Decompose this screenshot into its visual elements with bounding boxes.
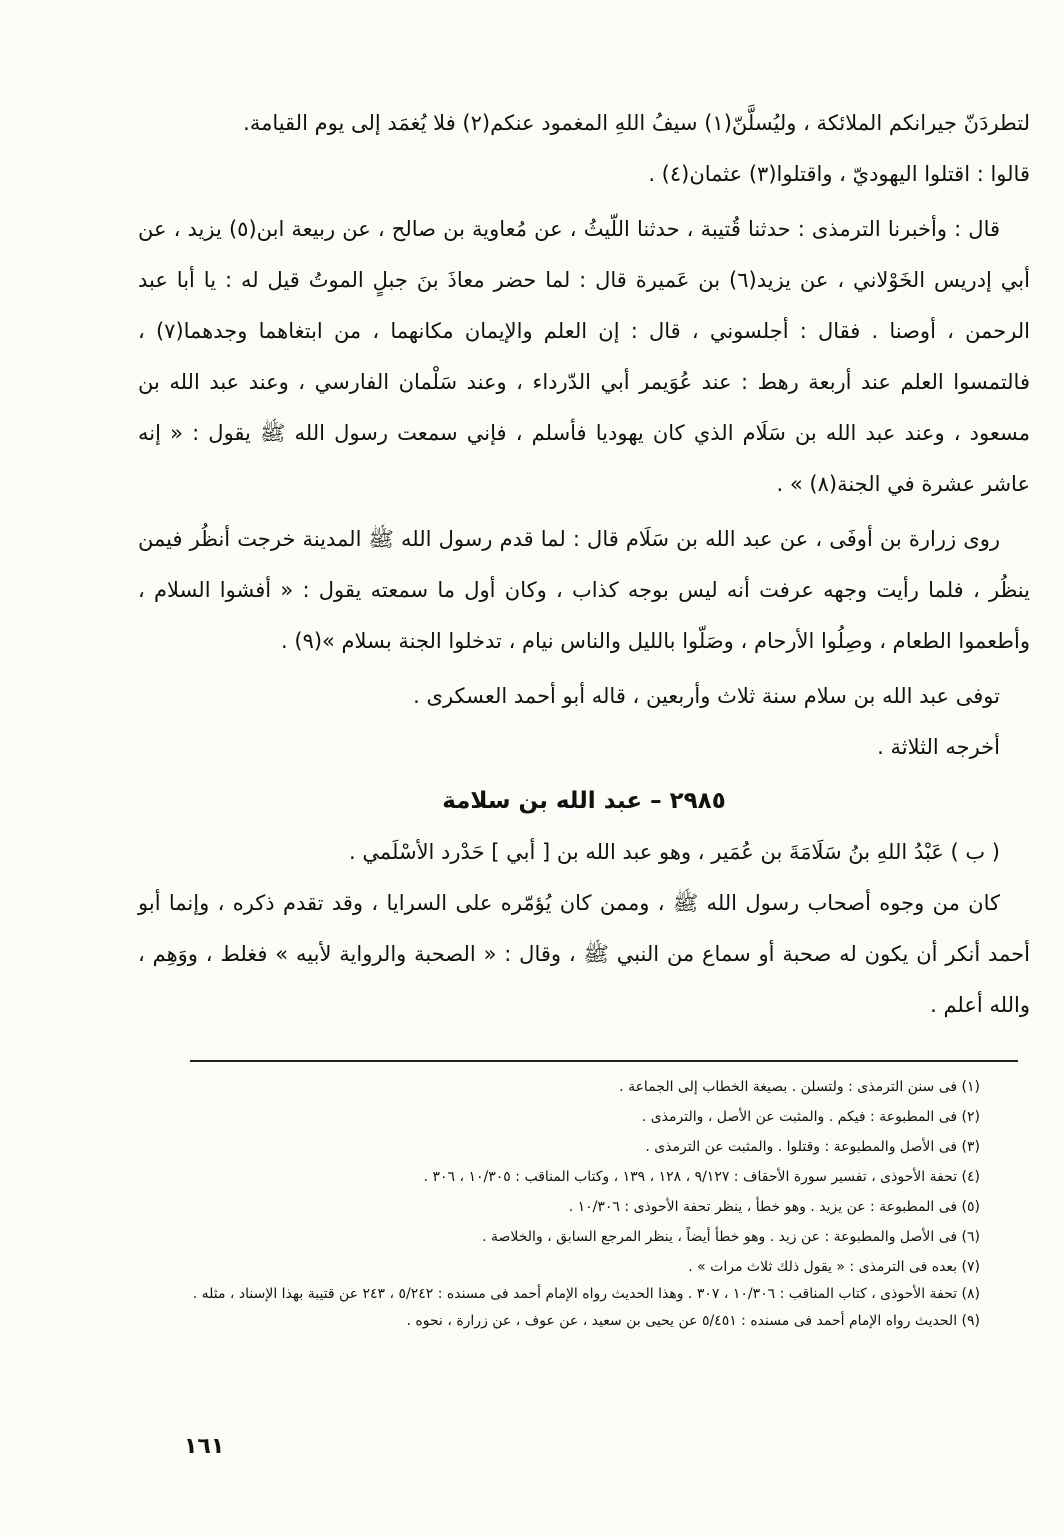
footnote-7: (٧) بعده فى الترمذى : « يقول ذلك ثلاث مرات » . — [688, 1259, 980, 1275]
footnote-9: (٩) الحديث رواه الإمام أحمد فى مسنده : ٥/٤٥١ عن يحيى بن سعيد ، عن عوف ، عن زرارة ، نحوه . — [406, 1313, 980, 1329]
paragraph-6: أخرجه الثلاثة . — [877, 735, 1000, 759]
main-text — [138, 98, 1030, 1031]
paragraph-8: كان من وجوه أصحاب رسول الله ﷺ ، وممن كان يُؤمّره على السرايا ، وقد تقدم ذكره ، وإنما أبو أحمد أنكر أن يكون له صحبة أو سماع من النبي ﷺ ، وقال : « الصحبة والرواية لأبيه » فغلط ، ووَهِم ، والله أعلم . — [138, 891, 1030, 1017]
footnote-8: (٨) تحفة الأحوذى ، كتاب المناقب : ١٠/٣٠٦ ، ٣٠٧ . وهذا الحديث رواه الإمام أحمد فى مسنده : ٥/٢٤٢ ، ٢٤٣ عن قتيبة بهذا الإسناد ، مثله . — [192, 1286, 980, 1302]
page-number: ١٦١ — [184, 1434, 225, 1459]
paragraph-5: توفى عبد الله بن سلام سنة ثلاث وأربعين ، قاله أبو أحمد العسكرى . — [413, 684, 1000, 708]
footnote-divider — [190, 1060, 1018, 1062]
paragraph-2: قالوا : اقتلوا اليهوديّ ، واقتلوا(٣) عثمان(٤) . — [648, 162, 1030, 186]
entry-heading: ٢٩٨٥ – عبد الله بن سلامة — [442, 788, 726, 814]
footnotes — [150, 1072, 980, 1336]
footnote-2: (٢) فى المطبوعة : فيكم . والمثبت عن الأصل ، والترمذى . — [641, 1109, 980, 1125]
footnote-6: (٦) فى الأصل والمطبوعة : عن زيد . وهو خطأ أيضاً ، ينظر المرجع السابق ، والخلاصة . — [482, 1229, 980, 1245]
footnote-3: (٣) فى الأصل والمطبوعة : وقتلوا . والمثبت عن الترمذى . — [645, 1139, 980, 1155]
footnote-1: (١) فى سنن الترمذى : ولتسلن . بصيغة الخطاب إلى الجماعة . — [619, 1079, 980, 1095]
paragraph-3: قال : وأخبرنا الترمذى : حدثنا قُتيبة ، حدثنا اللّيثُ ، عن مُعاوية بن صالح ، عن ربيعة ابن(٥) يزيد ، عن أبي إدريس الخَوْلاني ، عن يزيد(٦) بن عَميرة قال : لما حضر معاذَ بنَ جبلٍ الموتُ قيل له : يا أبا عبد الرحمن ، أوصنا . فقال : أجلسوني ، قال : إن العلم والإيمان مكانهما ، من ابتغاهما وجدهما(٧) ، فالتمسوا العلم عند أربعة رهط : عند عُوَيمر أبي الدّرداء ، وعند سَلْمان الفارسي ، وعند عبد الله بن مسعود ، وعند عبد الله بن سَلَام الذي كان يهوديا فأسلم ، فإني سمعت رسول الله ﷺ يقول : « إنه عاشر عشرة في الجنة(٨) » . — [138, 217, 1030, 496]
paragraph-1: لتطردَنّ جيرانكم الملائكة ، وليُسلَّنّ(١) سيفُ اللهِ المغمود عنكم(٢) فلا يُغمَد إلى يوم القيامة. — [243, 111, 1030, 135]
paragraph-4: روى زرارة بن أوفَى ، عن عبد الله بن سَلَام قال : لما قدم رسول الله ﷺ المدينة خرجت أنظُر فيمن ينظُر ، فلما رأيت وجهه عرفت أنه ليس بوجه كذاب ، وكان أول ما سمعته يقول : « أفشوا السلام ، وأطعموا الطعام ، وصِلُوا الأرحام ، وصَلّوا بالليل والناس نيام ، تدخلوا الجنة بسلام »(٩) . — [138, 527, 1030, 653]
footnote-4: (٤) تحفة الأحوذى ، تفسير سورة الأحقاف : ٩/١٢٧ ، ١٢٨ ، ١٣٩ ، وكتاب المناقب : ١٠/٣٠٥ ، ٣٠٦ . — [423, 1169, 980, 1185]
footnote-5: (٥) فى المطبوعة : عن يزيد . وهو خطأ ، ينظر تحفة الأحوذى : ١٠/٣٠٦ . — [568, 1199, 980, 1215]
paragraph-7: ( ب ) عَبْدُ اللهِ بنُ سَلَامَةَ بن عُمَير ، وهو عبد الله بن [ أبي ] حَدْرد الأسْلَمي . — [349, 840, 1000, 864]
